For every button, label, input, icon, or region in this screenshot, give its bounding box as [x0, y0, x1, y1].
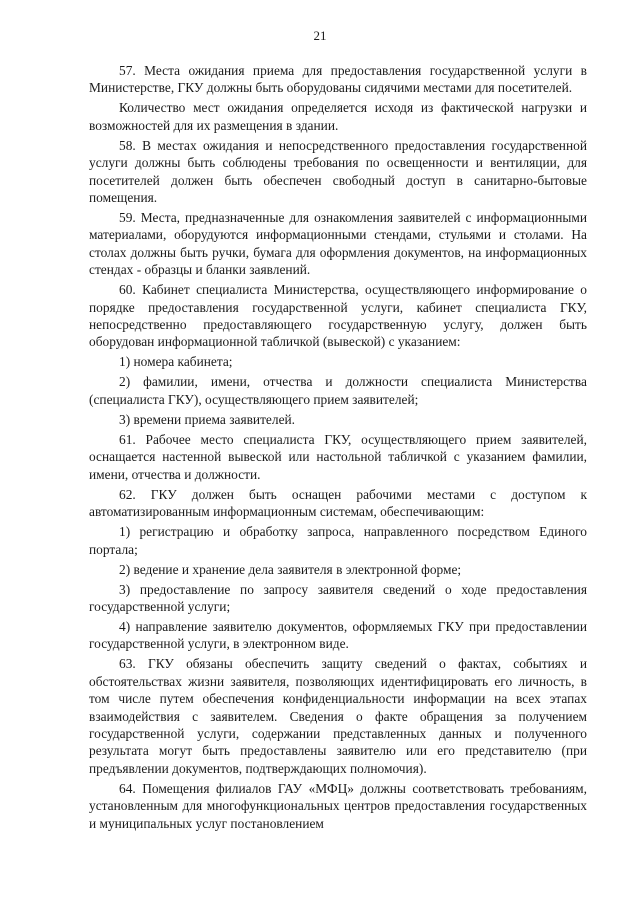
paragraph-63: 63. ГКУ обязаны обеспечить защиту сведений о фактах, событиях и обстоятельствах жизни заявителя, позволяющих идентифицировать его личность, в том числе путем обеспечения конфиденциальности информации на всех этапах взаимодействия с заявителем. Сведения о факте обращения за получением государственной услуги, содержании представленных данных и полученного результата могут быть предоставлены заявителю или его представителю (при предъявлении документов, подтверждающих полномочия).	[89, 656, 587, 776]
list-item-60-2: 2) фамилии, имени, отчества и должности специалиста Министерства (специалиста ГКУ), осуществляющего прием заявителей;	[89, 374, 587, 407]
paragraph-62: 62. ГКУ должен быть оснащен рабочими местами с доступом к автоматизированным информационным системам, обеспечивающим:	[89, 486, 587, 520]
page-number: 21	[313, 28, 327, 43]
paragraph-61: 61. Рабочее место специалиста ГКУ, осуществляющего прием заявителей, оснащается настенной вывеской или настольной табличкой с указанием фамилии, имени, отчества и должности.	[89, 431, 587, 482]
paragraph-57: 57. Места ожидания приема для предоставления государственной услуги в Министерстве, ГКУ должны быть оборудованы сидячими местами для посетителей.	[89, 63, 587, 96]
list-item-60-3: 3) времени приема заявителей.	[119, 411, 296, 427]
paragraph-57-capacity: Количество мест ожидания определяется исходя из фактической нагрузки и возможностей для их размещения в здании.	[89, 100, 587, 133]
list-item-62-4: 4) направление заявителю документов, оформляемых ГКУ при предоставлении государственной услуги, в электронном виде.	[89, 618, 587, 652]
paragraph-60: 60. Кабинет специалиста Министерства, осуществляющего информирование о порядке предоставления государственной услуги, кабинет специалиста ГКУ, непосредственно предоставляющего государственную услугу, должен быть оборудован информационной табличкой (вывеской) с указанием:	[89, 282, 587, 350]
list-item-62-3: 3) предоставление по запросу заявителя сведений о ходе предоставления государственной услуги;	[89, 581, 587, 614]
paragraph-59: 59. Места, предназначенные для ознакомления заявителей с информационными материалами, оборудуются информационными стендами, стульями и столами. На столах должны быть ручки, бумага для оформления документов, на информационных стендах - образцы и бланки заявлений.	[89, 210, 587, 278]
paragraph-58: 58. В местах ожидания и непосредственного предоставления государственной услуги должны быть соблюдены требования по освещенности и вентиляции, для посетителей должен быть обеспечен свободный доступ в санитарно-бытовые помещения.	[89, 137, 587, 206]
document-body	[89, 62, 587, 835]
list-item-60-1: 1) номера кабинета;	[119, 354, 233, 370]
paragraph-64: 64. Помещения филиалов ГАУ «МФЦ» должны соответствовать требованиям, установленным для многофункциональных центров предоставления государственных и муниципальных услуг постановлением	[89, 780, 587, 831]
list-item-62-1: 1) регистрацию и обработку запроса, направленного посредством Единого портала;	[89, 524, 587, 557]
list-item-62-2: 2) ведение и хранение дела заявителя в электронной форме;	[119, 561, 462, 577]
